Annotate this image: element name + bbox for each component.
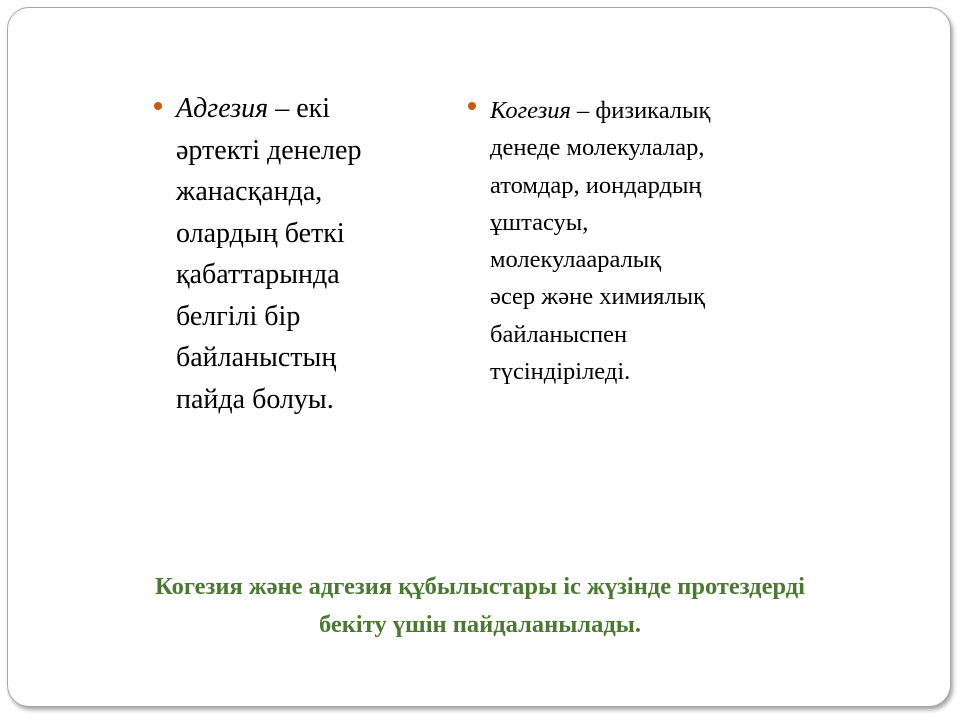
adhesion-line-3: олардың беткі [176, 217, 345, 249]
cohesion-line-0: – физикалық [570, 97, 711, 124]
bullet-dot-icon [468, 102, 476, 110]
adhesion-line-7: пайда болуы. [176, 383, 334, 415]
cohesion-first-line [490, 92, 820, 129]
footer-line-2: бекіту үшін пайдаланылады. [318, 611, 642, 638]
adhesion-line-4: қабаттарында [176, 259, 340, 290]
adhesion-term: Адгезия [176, 93, 269, 124]
slide-card [7, 7, 951, 707]
adhesion-line-0: – екі [268, 93, 331, 124]
cohesion-line-7: түсіндіріледі. [490, 358, 631, 386]
cohesion-line-3: ұштасуы, [490, 208, 589, 236]
cohesion-line-2: атомдар, иондардың [490, 171, 702, 199]
adhesion-line-6: байланыстың [176, 342, 337, 373]
adhesion-line-1: әртекті денелер [176, 134, 362, 166]
cohesion-line-5: әсер және химиялық [490, 283, 706, 311]
footer-statement [8, 568, 952, 644]
cohesion-bullet-item [490, 92, 820, 390]
adhesion-line-2: жанасқанда, [176, 176, 323, 207]
cohesion-line-1: денеде молекулалар, [490, 134, 705, 162]
cohesion-term: Когезия [490, 97, 571, 124]
adhesion-first-line [176, 88, 456, 130]
cohesion-line-4: молекулааралық [490, 246, 662, 274]
adhesion-bullet-item [176, 88, 456, 420]
footer-line-1: Когезия және адгезия құбылыстары іс жүзінде протездерді [155, 573, 805, 600]
cohesion-line-6: байланыспен [490, 320, 628, 348]
adhesion-line-5: белгілі бір [176, 300, 301, 332]
bullet-dot-icon [154, 102, 162, 110]
